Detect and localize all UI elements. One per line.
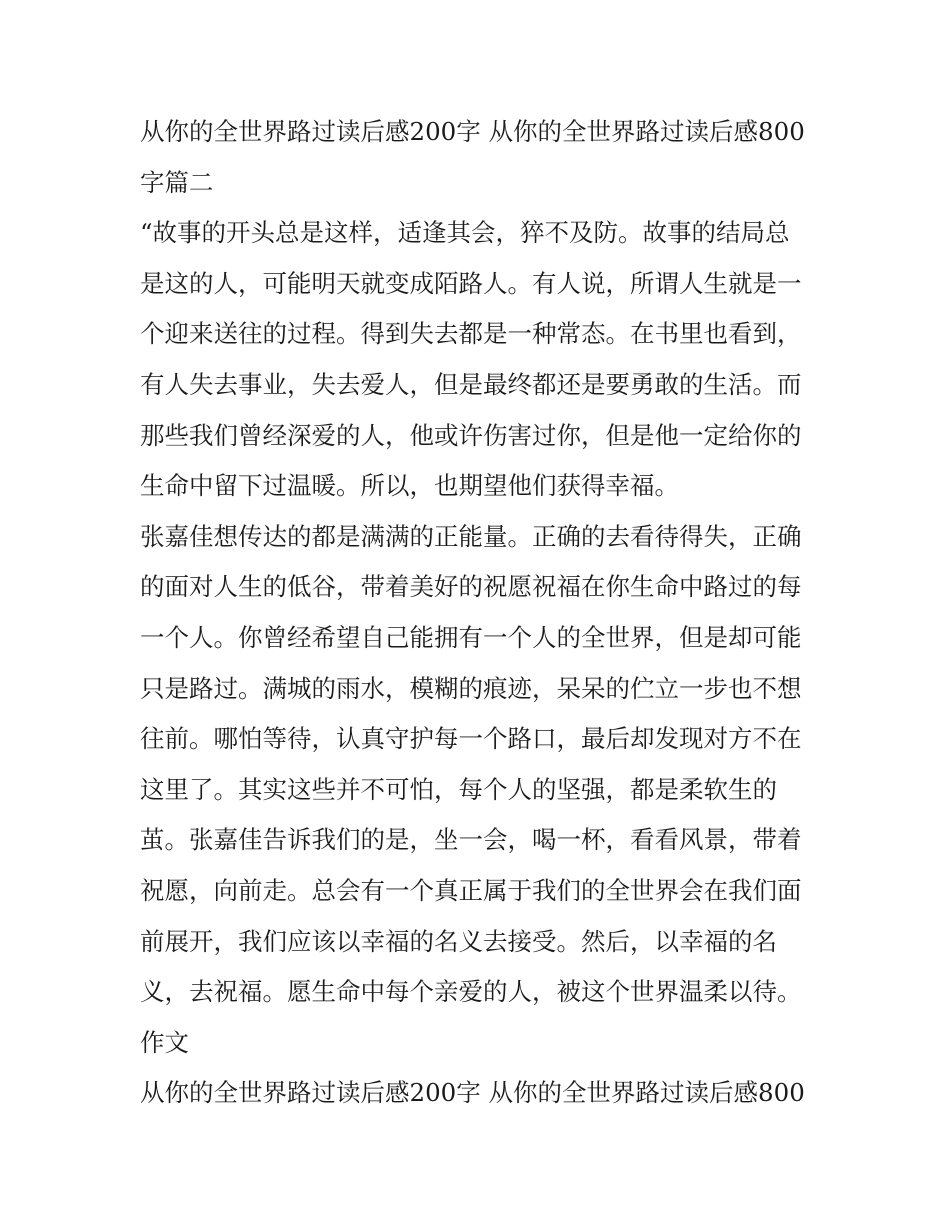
paragraph-line: 往前。哪怕等待，认真守护每一个路口，最后却发现对方不在 [140,724,802,754]
paragraph-line: 的面对人生的低谷，带着美好的祝愿祝福在你生命中路过的每 [140,572,802,602]
paragraph-line: 祝愿，向前走。总会有一个真正属于我们的全世界会在我们面 [140,875,802,905]
heading-line-2: 字篇二 [140,167,214,197]
paragraph-line: “故事的开头总是这样，适逢其会，猝不及防。故事的结局总 [140,218,790,248]
paragraph-line: 前展开，我们应该以幸福的名义去接受。然后，以幸福的名 [140,926,777,956]
paragraph-line: 义，去祝福。愿生命中每个亲爱的人，被这个世界温柔以待。 [140,977,802,1007]
paragraph-line: 那些我们曾经深爱的人，他或许伤害过你，但是他一定给你的 [140,420,802,450]
paragraph-line: 个迎来送往的过程。得到失去都是一种常态。在书里也看到， [140,319,802,349]
paragraph-line: 一个人。你曾经希望自己能拥有一个人的全世界，但是却可能 [140,622,802,652]
heading-line-1: 从你的全世界路过读后感200字 从你的全世界路过读后感800 [140,117,805,146]
paragraph-line: 只是路过。满城的雨水，模糊的痕迹，呆呆的伫立一步也不想 [140,673,802,703]
paragraph-line: 茧。张嘉佳告诉我们的是，坐一会，喝一杯，看看风景，带着 [140,825,802,855]
paragraph-line: 这里了。其实这些并不可怕，每个人的坚强，都是柔软生的 [140,774,777,804]
paragraph-line: 有人失去事业，失去爱人，但是最终都还是要勇敢的生活。而 [140,369,802,399]
paragraph-line: 张嘉佳想传达的都是满满的正能量。正确的去看待得失，正确 [140,521,802,551]
document-body [140,107,816,1119]
paragraph-line: 生命中留下过温暖。所以，也期望他们获得幸福。 [140,471,679,501]
category-label: 作文 [140,1027,189,1057]
heading-line-repeat: 从你的全世界路过读后感200字 从你的全世界路过读后感800 [140,1078,805,1108]
paragraph-line: 是这的人，可能明天就变成陌路人。有人说，所谓人生就是一 [140,268,802,298]
